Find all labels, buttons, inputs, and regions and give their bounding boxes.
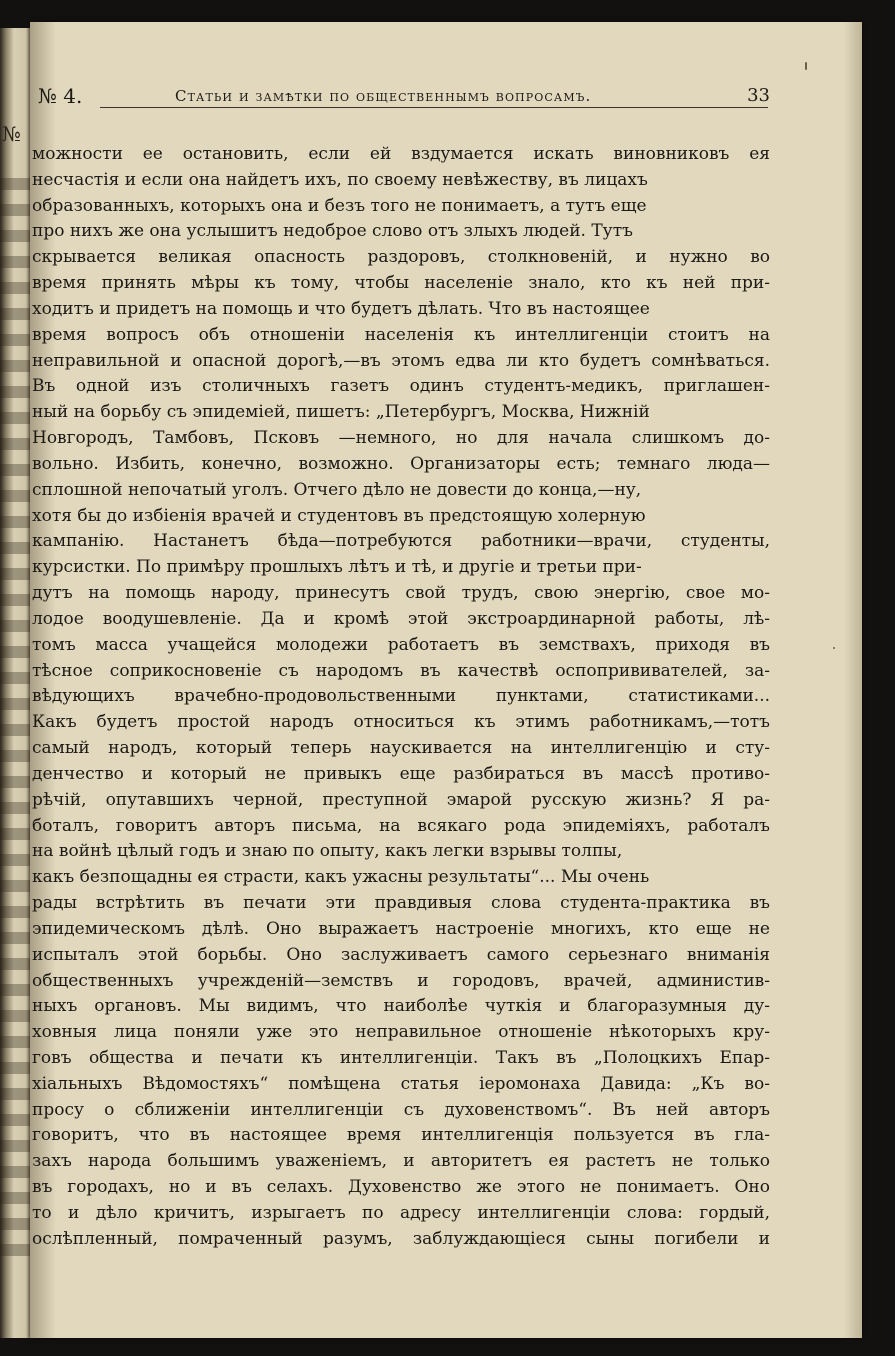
text-line: лодое воодушевленіе. Да и кромѣ этой экстроардинарной работы, лѣ- [32, 608, 770, 629]
text-line: неправильной и опасной дорогѣ,—въ этомъ едва ли кто будетъ сомнѣваться. [32, 350, 770, 371]
text-line: ный на борьбу съ эпидеміей, пишетъ: „Петербургъ, Москва, Нижній [32, 402, 650, 423]
page-speck [805, 62, 807, 70]
text-line: испыталъ этой борьбы. Оно заслуживаетъ самого серьезнаго вниманія [32, 944, 770, 965]
text-line: тѣсное соприкосновеніе съ народомъ въ качествѣ оспопрививателей, за- [32, 660, 770, 681]
text-line: ныхъ органовъ. Мы видимъ, что наиболѣе чуткія и благоразумныя ду- [32, 996, 770, 1017]
text-line: скрывается великая опасность раздоровъ, столкновеній, и нужно во [32, 247, 770, 268]
text-line: образованныхъ, которыхъ она и безъ того не понимаетъ, а тутъ еще [32, 195, 647, 216]
text-line: про нихъ же она услышитъ недоброе слово отъ злыхъ людей. Тутъ [32, 221, 633, 242]
text-line: можности ее остановить, если ей вздумается искать виновниковъ ея [32, 144, 770, 164]
text-line: рады встрѣтить въ печати эти правдивыя слова студента-практика въ [32, 893, 770, 914]
text-line: вѣдующихъ врачебно-продовольственными пунктами, статистиками... [32, 686, 770, 707]
text-line: то и дѣло кричитъ, изрыгаетъ по адресу интеллигенціи слова: гордый, [32, 1202, 770, 1223]
text-line: дутъ на помощь народу, принесутъ свой трудъ, свою энергію, свое мо- [32, 583, 770, 604]
text-line: вольно. Избить, конечно, возможно. Организаторы есть; темнаго люда— [32, 453, 770, 474]
left-page-edge [0, 28, 34, 1338]
text-line: Въ одной изъ столичныхъ газетъ одинъ студентъ-медикъ, приглашен- [32, 376, 770, 397]
text-line: хотя бы до избіенія врачей и студентовъ въ предстоящую холерную [32, 505, 646, 526]
text-line: сплошной непочатый уголъ. Отчего дѣло не довести до конца,—ну, [32, 479, 642, 500]
text-line: просу о сближеніи интеллигенціи съ духовенствомъ“. Въ ней авторъ [32, 1099, 770, 1120]
text-line: томъ масса учащейся молодежи работаетъ въ земствахъ, приходя въ [32, 634, 770, 655]
header-rule [100, 107, 768, 108]
text-line: эпидемическомъ дѣлѣ. Оно выражаетъ настроеніе многихъ, кто еще не [32, 918, 770, 939]
text-line: говъ общества и печати къ интеллигенціи. Такъ въ „Полоцкихъ Епар- [32, 1047, 770, 1068]
text-line: хіальныхъ Вѣдомостяхъ“ помѣщена статья іеромонаха Давида: „Къ во- [32, 1073, 770, 1094]
text-line: въ городахъ, но и въ селахъ. Духовенство же этого не понимаетъ. Оно [32, 1177, 770, 1198]
text-line: какъ безпощадны ея страсти, какъ ужасны результаты“... Мы очень [32, 867, 650, 888]
text-line: время вопросъ объ отношеніи населенія къ интеллигенціи стоитъ на [32, 324, 770, 345]
text-line: говоритъ, что въ настоящее время интеллигенція пользуется въ гла- [32, 1125, 770, 1146]
page-speck [833, 647, 835, 649]
text-line: ховныя лица поняли уже это неправильное отношеніе нѣкоторыхъ кру- [32, 1022, 770, 1043]
text-line: рѣчій, опутавшихъ черной, преступной эмарой русскую жизнь? Я ра- [32, 789, 770, 810]
text-line: время принять мѣры къ тому, чтобы населеніе знало, кто къ ней при- [32, 273, 770, 294]
text-line: денчество и который не привыкъ еще разбираться въ массѣ противо- [32, 763, 770, 784]
text-line: самый народъ, который теперь наускивается на интеллигенцію и сту- [32, 738, 770, 759]
text-line: захъ народа большимъ уваженіемъ, и авторитетъ ея растетъ не только [32, 1151, 770, 1172]
text-line: Какъ будетъ простой народъ относиться къ этимъ работникамъ,—тотъ [32, 712, 770, 733]
text-line: общественныхъ учрежденій—земствъ и городовъ, врачей, администив- [32, 970, 770, 991]
page-number: 33 [747, 85, 770, 106]
text-line: кампанію. Настанетъ бѣда—потребуются работники—врачи, студенты, [32, 531, 770, 552]
book-page [30, 22, 862, 1338]
running-head [30, 84, 862, 114]
body-text [32, 142, 770, 1253]
text-line: на войнѣ цѣлый годъ и знаю по опыту, какъ легки взрывы толпы, [32, 841, 623, 862]
text-line: ослѣпленный, помраченный разумъ, заблуждающіеся сыны погибели и [32, 1228, 770, 1249]
text-line: несчастія и если она найдетъ ихъ, по своему невѣжеству, въ лицахъ [32, 169, 648, 190]
issue-number: № 4. [38, 84, 83, 108]
left-page-text-fragment [0, 178, 30, 1258]
left-page-issue-mark: № [2, 122, 21, 146]
text-line: Новгородъ, Тамбовъ, Псковъ —немного, но для начала слишкомъ до- [32, 428, 770, 449]
text-line: боталъ, говоритъ авторъ письма, на всякаго рода эпидеміяхъ, работалъ [32, 815, 770, 836]
section-title: Статьи и замѣтки по общественнымъ вопросамъ. [175, 87, 592, 105]
text-line: курсистки. По примѣру прошлыхъ лѣтъ и тѣ, и другіе и третьи при- [32, 557, 642, 578]
text-line: ходитъ и придетъ на помощь и что будетъ дѣлать. Что въ настоящее [32, 298, 650, 319]
